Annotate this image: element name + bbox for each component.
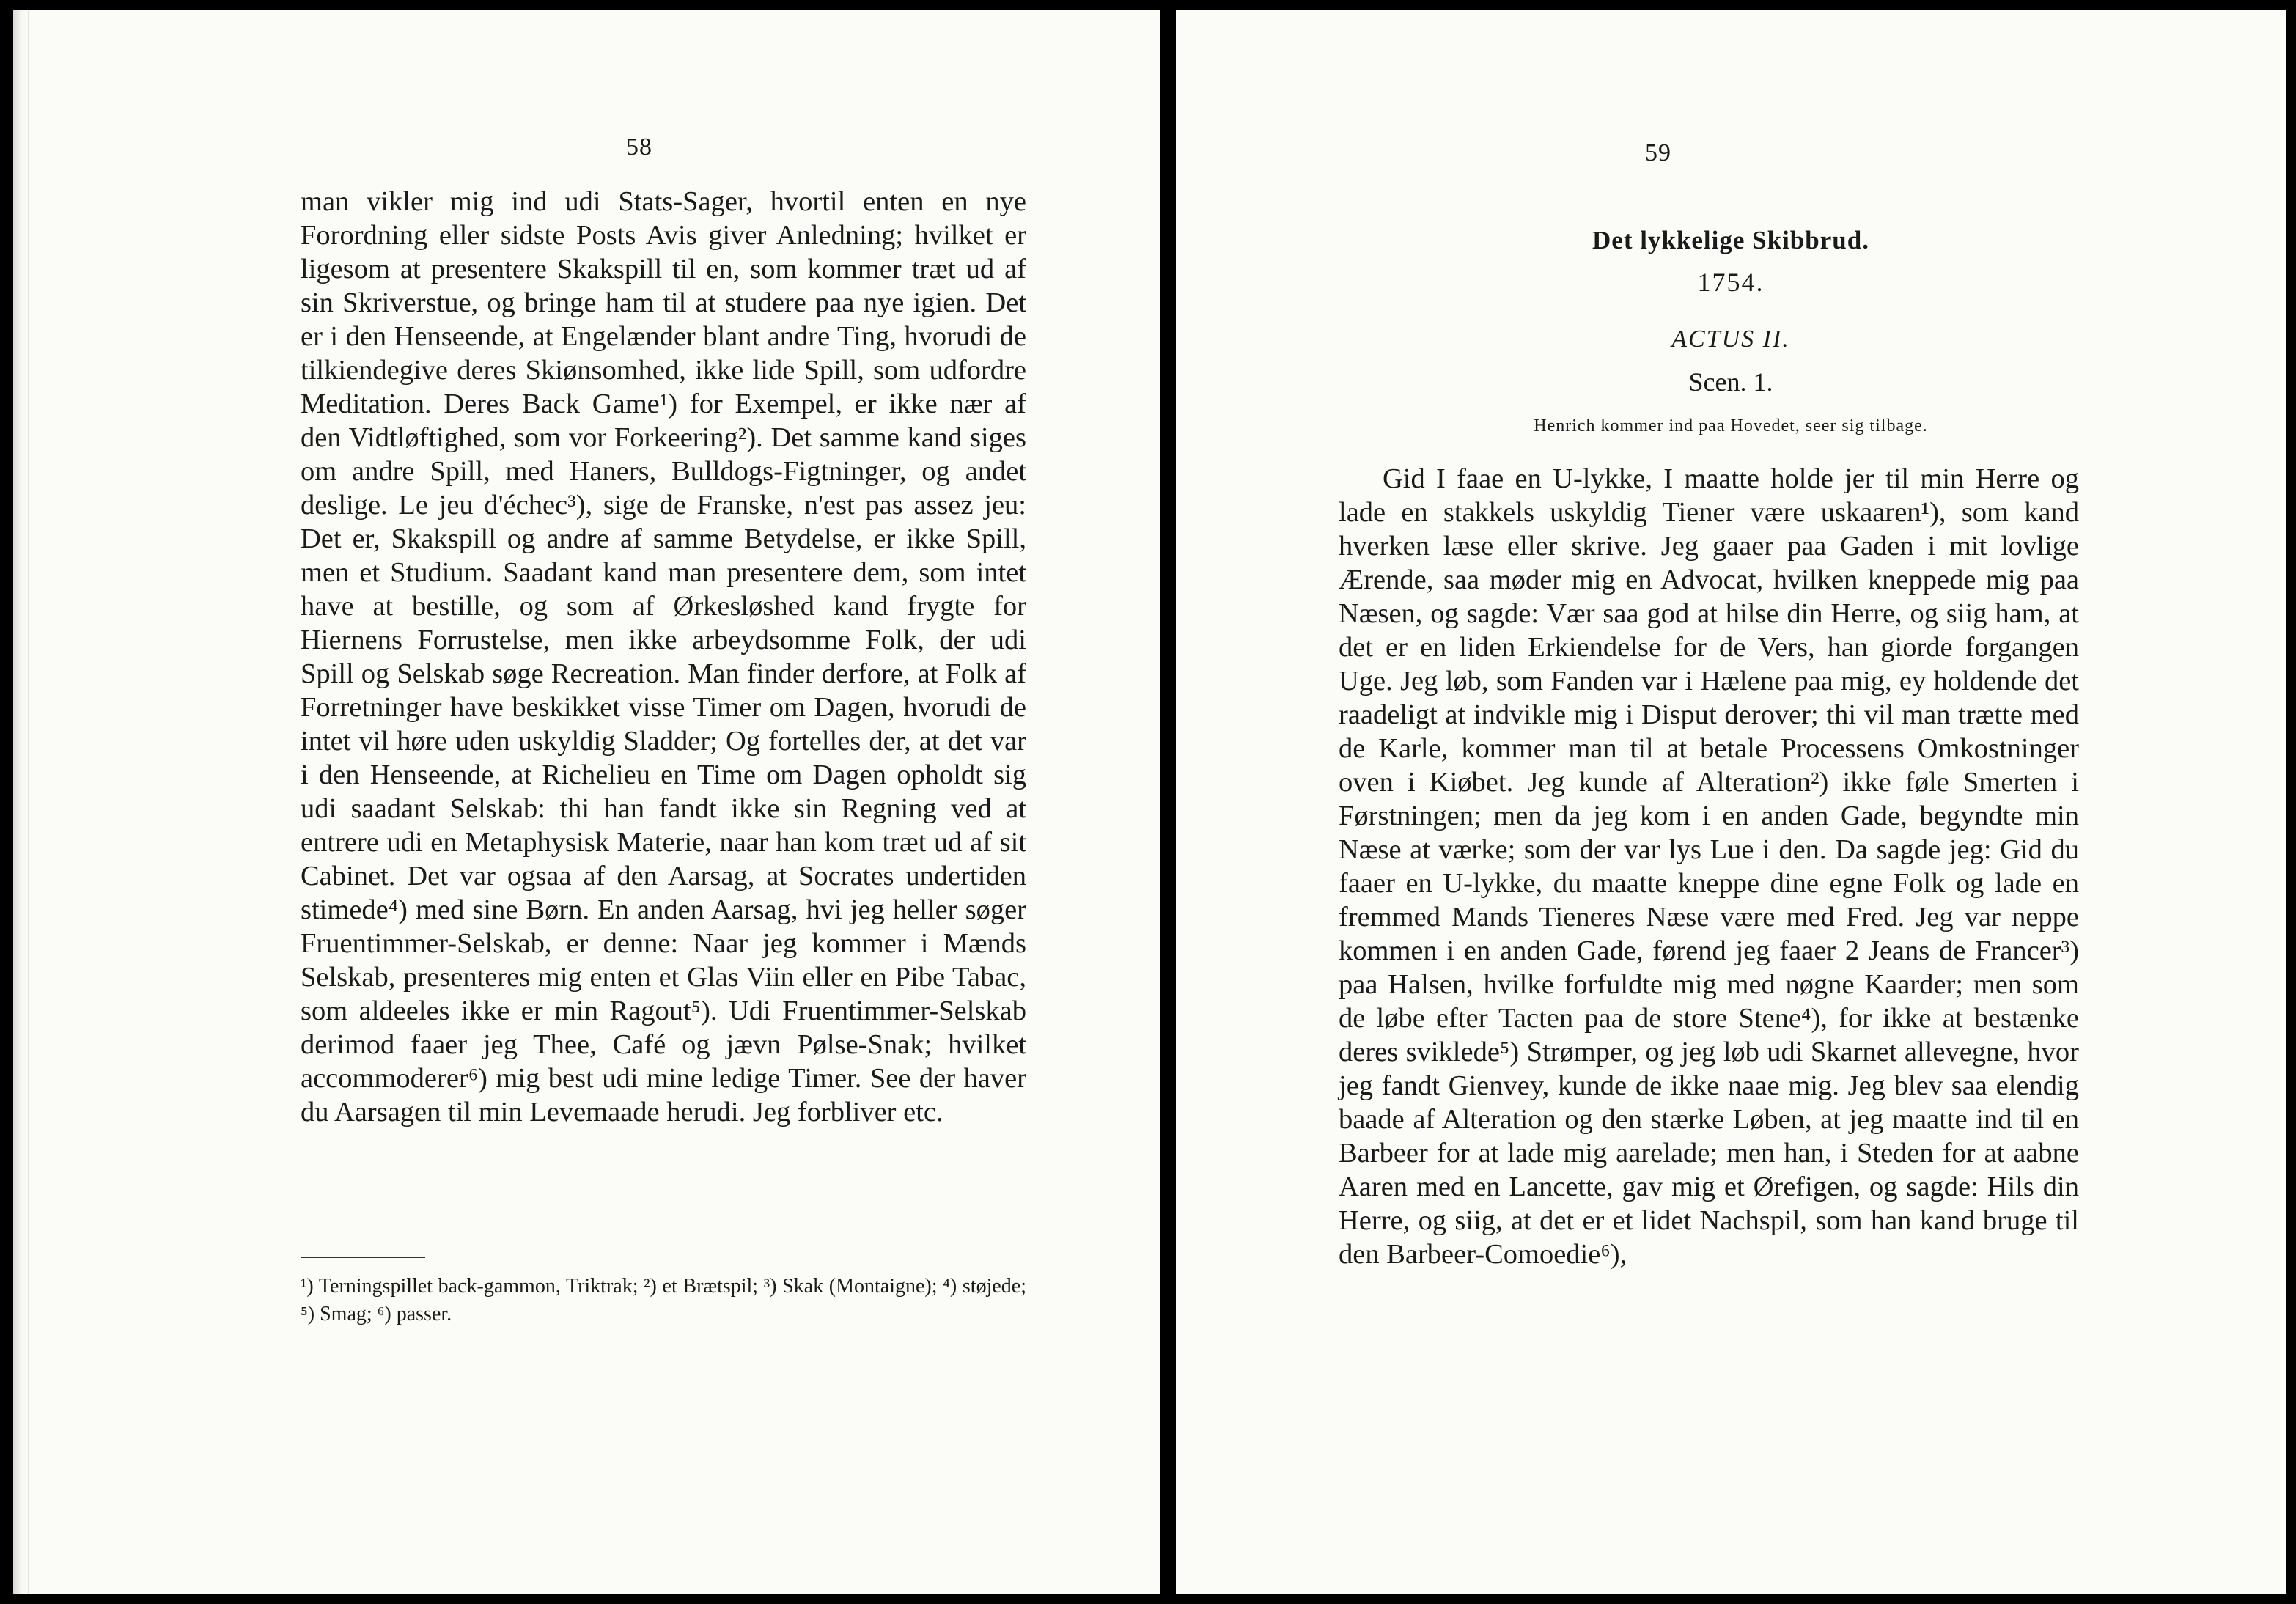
act-heading: ACTUS II. [1671, 325, 1790, 353]
paragraph: Gid I faae en U-lykke, I maatte holde jer til min Herre og lade en stakkels uskyldig Tiener være uskaaren¹), som kand hverken læse eller skrive. Jeg gaaer paa Gaden i mit lovlige Ærende, saa møder mig en Advocat, hvilken kneppede mig paa Næsen, og sagde: Vær saa god at hilse din Herre, og siig ham, at det er en liden Erkiendelse for de Vers, han giorde forgangen Uge. Jeg løb, som Fanden var i Hælene paa mig, ey holdende det raadeligt at indvikle mig i Disput derover; thi vil man trætte med de Karle, kommer man til at betale Processens Omkostninger oven i Kiøbet. Jeg kunde af Alteration²) ikke føle Smerten i Førstningen; men da jeg kom i en anden Gade, begyndte min Næse at værke; som der var lys Lue i den. Da sagde jeg: Gid du faaer en U-lykke, du maatte kneppe dine egne Folk og lade en fremmed Mands Tieneres Næse være med Fred. Jeg var neppe kommen i en anden Gade, førend jeg faaer 2 Jeans de Francer³) paa Halsen, hvilke forfuldte mig med nøgne Kaarder; men som de løbe efter Tacten paa de store Stene⁴), for ikke at bestænke deres sviklede⁵) Strømper, og jeg løb udi Skarnet allevegne, hvor jeg fandt Gienvey, kunde de ikke naae mig. Jeg blev saa elendig baade af Alteration og den stærke Løben, at jeg maatte ind til en Barbeer for at lade mig aarelade; men han, i Steden for at aabne Aaren med en Lancette, gav mig et Ørefigen, og sagde: Hils din Herre, og siig, at det er et lidet Nachspil, som han kand bruge til den Barbeer-Comoedie⁶), [1339, 463, 2079, 1270]
play-year: 1754. [1697, 268, 1765, 297]
footnote-rule [301, 1257, 425, 1258]
book-page-edge [13, 10, 29, 1594]
page-number-left: 58 [626, 133, 652, 161]
body-text-right [1339, 462, 2079, 1271]
right-page [1176, 10, 2286, 1594]
left-page [13, 10, 1160, 1594]
stage-direction: Henrich kommer ind paa Hovedet, seer sig tilbage. [1534, 416, 1928, 435]
body-text-left [301, 185, 1026, 1129]
scene-heading: Scen. 1. [1688, 367, 1773, 397]
footnotes: ¹) Terningspillet back-gammon, Triktrak; ²) et Brætspil; ³) Skak (Montaigne); ⁴) støjede; ⁵) Smag; ⁶) passer. [301, 1275, 1026, 1325]
paragraph: man vikler mig ind udi Stats-Sager, hvortil enten en nye Forordning eller sidste Posts Avis giver Anledning; hvilket er ligesom at presentere Skakspill til en, som kommer træt ud af sin Skriverstue, og bringe ham til at studere paa nye igien. Det er i den Henseende, at Engelænder blant andre Ting, hvorudi de tilkiendegive deres Skiønsomhed, ikke lide Spill, som udfordre Meditation. Deres Back Game¹) for Exempel, er ikke nær af den Vidtløftighed, som vor Forkeering²). Det samme kand siges om andre Spill, med Haners, Bulldogs-Figtninger, og andet deslige. Le jeu d'échec³), sige de Franske, n'est pas assez jeu: Det er, Skakspill og andre af samme Betydelse, er ikke Spill, men et Studium. Saadant kand man presentere dem, som intet have at bestille, og som af Ørkesløshed kand frygte for Hiernens Forrustelse, men ikke arbeydsomme Folk, der udi Spill og Selskab søge Recreation. Man finder derfore, at Folk af Forretninger have beskikket visse Timer om Dagen, hvorudi de intet vil høre uden uskyldig Sladder; Og fortelles der, at det var i den Henseende, at Richelieu en Time om Dagen opholdt sig udi saadant Selskab: thi han fandt ikke sin Regning ved at entrere udi en Metaphysisk Materie, naar han kom træt ud af sit Cabinet. Det var ogsaa af den Aarsag, at Socrates undertiden stimede⁴) med sine Børn. En anden Aarsag, hvi jeg heller søger Fruentimmer-Selskab, er denne: Naar jeg kommer i Mænds Selskab, presenteres mig enten et Glas Viin eller en Pibe Tabac, som aldeeles ikke er min Ragout⁵). Udi Fruentimmer-Selskab derimod faaer jeg Thee, Café og jævn Pølse-Snak; hvilket accommoderer⁶) mig best udi mine ledige Timer. See der haver du Aarsagen til min Levemaade herudi. Jeg forbliver etc. [301, 186, 1026, 1127]
page-number-right: 59 [1645, 139, 1671, 166]
play-title: Det lykkelige Skibbrud. [1592, 226, 1869, 254]
